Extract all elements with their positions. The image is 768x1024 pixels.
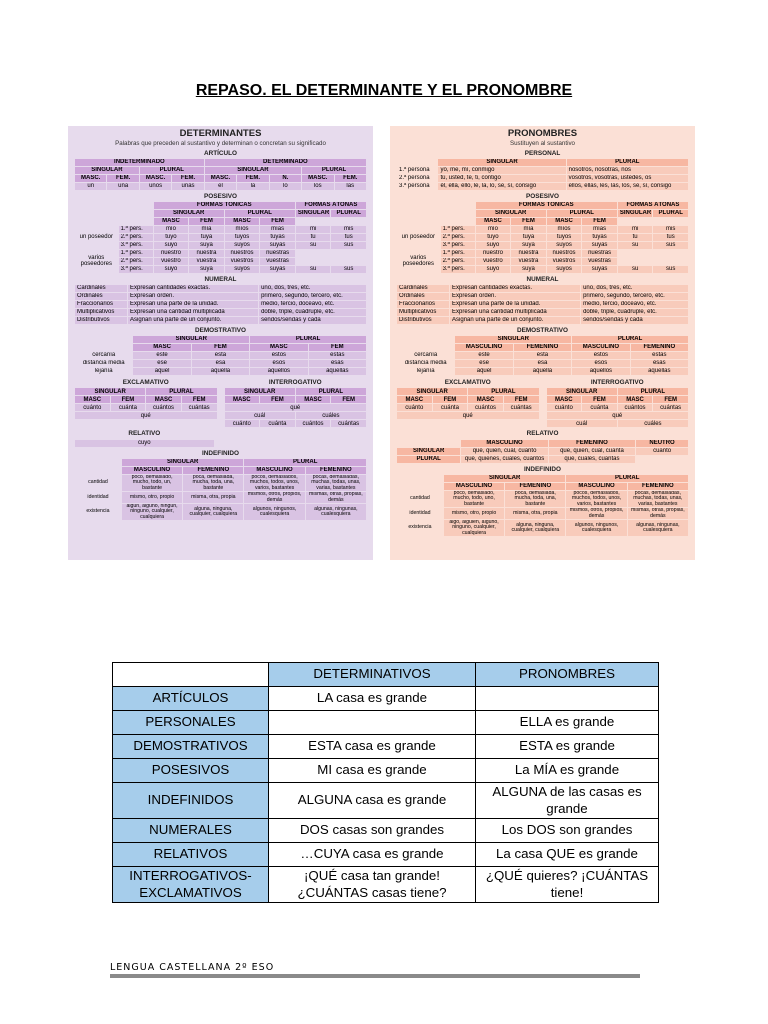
det-demostrativo-title: DEMOSTRATIVO: [194, 327, 246, 335]
table-cell: la: [237, 183, 268, 190]
row-header: varios poseedores: [402, 254, 434, 268]
det-interrogativo-table: SINGULAR PLURAL MASC FEM MASC FEM qué cuál cuáles cuánto cuánta cuántos cuántas: [224, 387, 368, 428]
det-articulo-title: ARTÍCULO: [203, 149, 237, 157]
table-row: [113, 819, 659, 843]
det-relativo-table: cuyo: [74, 439, 215, 448]
row-header: un poseedor: [401, 234, 435, 241]
table-cell: La casa QUE es grande: [476, 843, 659, 867]
footer-text: LENGUA CASTELLANA 2º ESO: [110, 962, 275, 973]
pronombres-card: [390, 126, 695, 560]
row-label: ARTÍCULOS: [113, 687, 269, 711]
table-cell: ESTA es grande: [476, 735, 659, 759]
det-indefinido-title: INDEFINIDO: [202, 449, 239, 457]
header-cell: [113, 663, 269, 687]
det-demostrativo-table: SINGULAR PLURAL MASC FEM MASC FEM cercanía este esta estos estas distancia media ese esa esos esas lejanía aquel aquella aquellos aquellas: [74, 335, 367, 376]
det-numeral-table: Cardinales Expresan cantidades exactas. uno, dos, tres, etc. Ordinales Expresan orden. primero, segundo, tercero, etc. Fraccionarios Expresan una parte de la unidad. medio, tercio, doceavo, etc. Multiplicativos Expresan una cantidad multiplicada doble, triple, cuádruple, etc. Distributivos Asignan una parte de un conjunto. sendos/sendas y cada: [74, 284, 367, 325]
table-cell: [269, 711, 476, 735]
pro-numeral-table: Cardinales Expresan cantidades exactas. uno, dos, tres, etc. Ordinales Expresan orden. primero, segundo, tercero, etc. Fraccionarios Expresan una parte de la unidad. medio, tercio, doceavo, etc. Multiplicativos Expresan una cantidad multiplicada doble, triple, cuádruple, etc. Distributivos Asignan una parte de un conjunto. sendos/sendas y cada: [396, 284, 689, 325]
pro-exclamativo-title: EXCLAMATIVO: [444, 379, 491, 387]
table-cell: MI casa es grande: [269, 759, 476, 783]
det-exclamativo-table: SINGULAR PLURAL MASC FEM MASC FEM cuánto cuánta cuántos cuántas qué: [74, 387, 218, 420]
row-label: NUMERALES: [113, 819, 269, 843]
header-cell: PRONOMBRES: [476, 663, 659, 687]
table-cell: un: [75, 183, 106, 190]
det-exclamativo-title: EXCLAMATIVO: [122, 379, 169, 387]
pro-indefinido-title: INDEFINIDO: [524, 465, 561, 473]
pro-interrogativo-table: SINGULAR PLURAL MASC FEM MASC FEM cuánto cuánta cuántos cuántas qué cuál cuáles: [546, 387, 690, 428]
pro-relativo-table: MASCULINO FEMENINO NEUTRO SINGULAR que, quien, cual, cuanto que, quien, cual, cuanta cuanto PLURAL que, quienes, cuales, cuantos que, cuales, cuantas: [396, 439, 689, 464]
pro-interrogativo-title: INTERROGATIVO: [590, 379, 644, 387]
row-header: varios poseedores: [80, 254, 112, 268]
det-posesivo-title: POSESIVO: [203, 192, 238, 200]
table-cell: ¿QUÉ quieres? ¡CUÁNTAS tiene!: [476, 867, 659, 903]
table-row: [113, 843, 659, 867]
table-row: [113, 711, 659, 735]
det-articulo-table: INDETERMINADO DETERMINADO SINGULAR PLURAL SINGULAR PLURAL MASC. FEM. MASC. FEM. MASC. FEM. N. MASC. FEM. un una unos unas el la lo los las: [74, 158, 367, 191]
table-cell: las: [335, 183, 367, 190]
table-cell: La MÍA es grande: [476, 759, 659, 783]
table-row: [113, 867, 659, 903]
det-interrogativo-title: INTERROGATIVO: [268, 379, 322, 387]
pro-posesivo-table: FORMAS TÓNICAS FORMAS ÁTONAS SINGULAR PLURAL SINGULAR PLURAL MASC FEM MASC FEM un poseedor 1.ª pers. mío mía míos mías mi mis 2.ª pers. tuyo tuya tuyos tuyas tu tus 3.ª pers. suyo suya suyos suyas su sus varios poseedores 1.ª pers. nuestro nuestra nuestros nuestras 2.ª pers. vuestro vuestra vuestros vuestras 3.ª pers. suyo suya suyos suyas su sus: [396, 201, 689, 274]
table-cell: ALGUNA casa es grande: [269, 783, 476, 819]
row-label: PERSONALES: [113, 711, 269, 735]
table-header-row: [113, 663, 659, 687]
pro-demostrativo-title: DEMOSTRATIVO: [516, 327, 568, 335]
table-cell: una: [107, 183, 138, 190]
row-label: RELATIVOS: [113, 843, 269, 867]
table-row: [113, 735, 659, 759]
pro-posesivo-title: POSESIVO: [525, 192, 560, 200]
table-cell: ELLA es grande: [476, 711, 659, 735]
pro-indefinido-table: SINGULAR PLURAL MASCULINO FEMENINO MASCULINO FEMENINO cantidad poco, demasiado, mucho, todo, uno, bastante poca, demasiada, mucha, toda, una, bastante pocos, demasiados, muchos, todos, unos, varios, bastantes pocas, demasiadas, muchas, todas, unas, varias, bastantes identidad mismo, otro, propio misma, otra, propia mismos, otros, propios, demás mismas, otras, propias, demás existencia algo, alguien, alguno, ninguno, cualquier, cualquiera alguna, ninguna, cualquier, cualquiera algunos, ningunos, cualesquiera algunas, ningunas, cualesquiera: [396, 474, 689, 538]
det-relativo-title: RELATIVO: [128, 430, 161, 438]
table-cell: el: [205, 183, 236, 190]
table-row: [113, 759, 659, 783]
row-label: POSESIVOS: [113, 759, 269, 783]
row-label: INDEFINIDOS: [113, 783, 269, 819]
table-cell: LA casa es grande: [269, 687, 476, 711]
table-cell: [476, 687, 659, 711]
table-cell: lo: [270, 183, 301, 190]
pro-personal-table: SINGULAR PLURAL 1.ª persona yo, me, mí, conmigo nosotros, nosotras, nos 2.ª persona tú, usted, te, ti, contigo vosotros, vosotras, ustedes, os 3.ª persona él, ella, ello, le, la, lo, se, sí, consigo ellos, ellas, les, las, los, se, sí, consigo: [396, 158, 689, 191]
pro-subtitle: Sustituyen al sustantivo: [509, 139, 575, 147]
table-cell: ALGUNA de las casas es grande: [476, 783, 659, 819]
table-cell: ¡QUÉ casa tan grande! ¿CUÁNTAS casas tiene?: [269, 867, 476, 903]
pro-exclamativo-table: SINGULAR PLURAL MASC FEM MASC FEM cuánto cuánta cuántos cuántas qué: [396, 387, 540, 420]
table-cell: unos: [140, 183, 171, 190]
det-indefinido-table: SINGULAR PLURAL MASCULINO FEMENINO MASCULINO FEMENINO cantidad poco, demasiado, mucho, todo, un, bastante poca, demasiada, mucha, toda, una, bastante pocos, demasiados, muchos, todos, unos, varios, bastantes pocas, demasiadas, muchas, todas, unas, varias, bastantes identidad mismo, otro, propio misma, otra, propia mismos, otros, propios, demás mismas, otras, propias, demás existencia algún, alguno, ningún, ninguno, cualquier, cualquiera alguna, ninguna, cualquier, cualquiera algunos, ningunos, cualesquiera algunas, ningunas, cualesquiera: [74, 458, 367, 522]
determinantes-card: [68, 126, 373, 560]
pro-numeral-title: NUMERAL: [526, 275, 559, 283]
det-numeral-title: NUMERAL: [204, 275, 237, 283]
det-title: DETERMINANTES: [179, 128, 262, 139]
table-cell: Los DOS son grandes: [476, 819, 659, 843]
table-cell: unas: [172, 183, 203, 190]
det-posesivo-table: FORMAS TÓNICAS FORMAS ÁTONAS SINGULAR PLURAL SINGULAR PLURAL MASC FEM MASC FEM un poseedor 1.ª pers. mío mía míos mías mi mis 2.ª pers. tuyo tuya tuyos tuyas tu tus 3.ª pers. suyo suya suyos suyas su sus varios poseedores 1.ª pers. nuestro nuestra nuestros nuestras 2.ª pers. vuestro vuestra vuestros vuestras 3.ª pers. suyo suya suyos suyas su sus: [74, 201, 367, 274]
table-row: [113, 687, 659, 711]
pro-relativo-title: RELATIVO: [526, 430, 559, 438]
row-header: un poseedor: [79, 234, 113, 241]
table-cell: los: [302, 183, 333, 190]
footer-divider: [110, 974, 640, 978]
table-cell: ESTA casa es grande: [269, 735, 476, 759]
pro-title: PRONOMBRES: [507, 128, 578, 139]
table-cell: DOS casas son grandes: [269, 819, 476, 843]
pro-demostrativo-table: SINGULAR PLURAL MASCULINO FEMENINO MASCULINO FEMENINO cercanía este esta estos estas distancia media ese esa esos esas lejanía aquel aquella aquellos aquellas: [396, 335, 689, 376]
header-cell: DETERMINATIVOS: [269, 663, 476, 687]
table-cell: …CUYA casa es grande: [269, 843, 476, 867]
page-title: REPASO. EL DETERMINANTE Y EL PRONOMBRE: [195, 82, 573, 99]
row-label: INTERROGATIVOS-EXCLAMATIVOS: [113, 867, 269, 903]
pro-personal-title: PERSONAL: [524, 149, 561, 157]
det-subtitle: Palabras que preceden al sustantivo y determinan o concretan su significado: [115, 139, 326, 147]
row-label: DEMOSTRATIVOS: [113, 735, 269, 759]
table-row: [113, 783, 659, 819]
comparison-table: [112, 662, 659, 903]
